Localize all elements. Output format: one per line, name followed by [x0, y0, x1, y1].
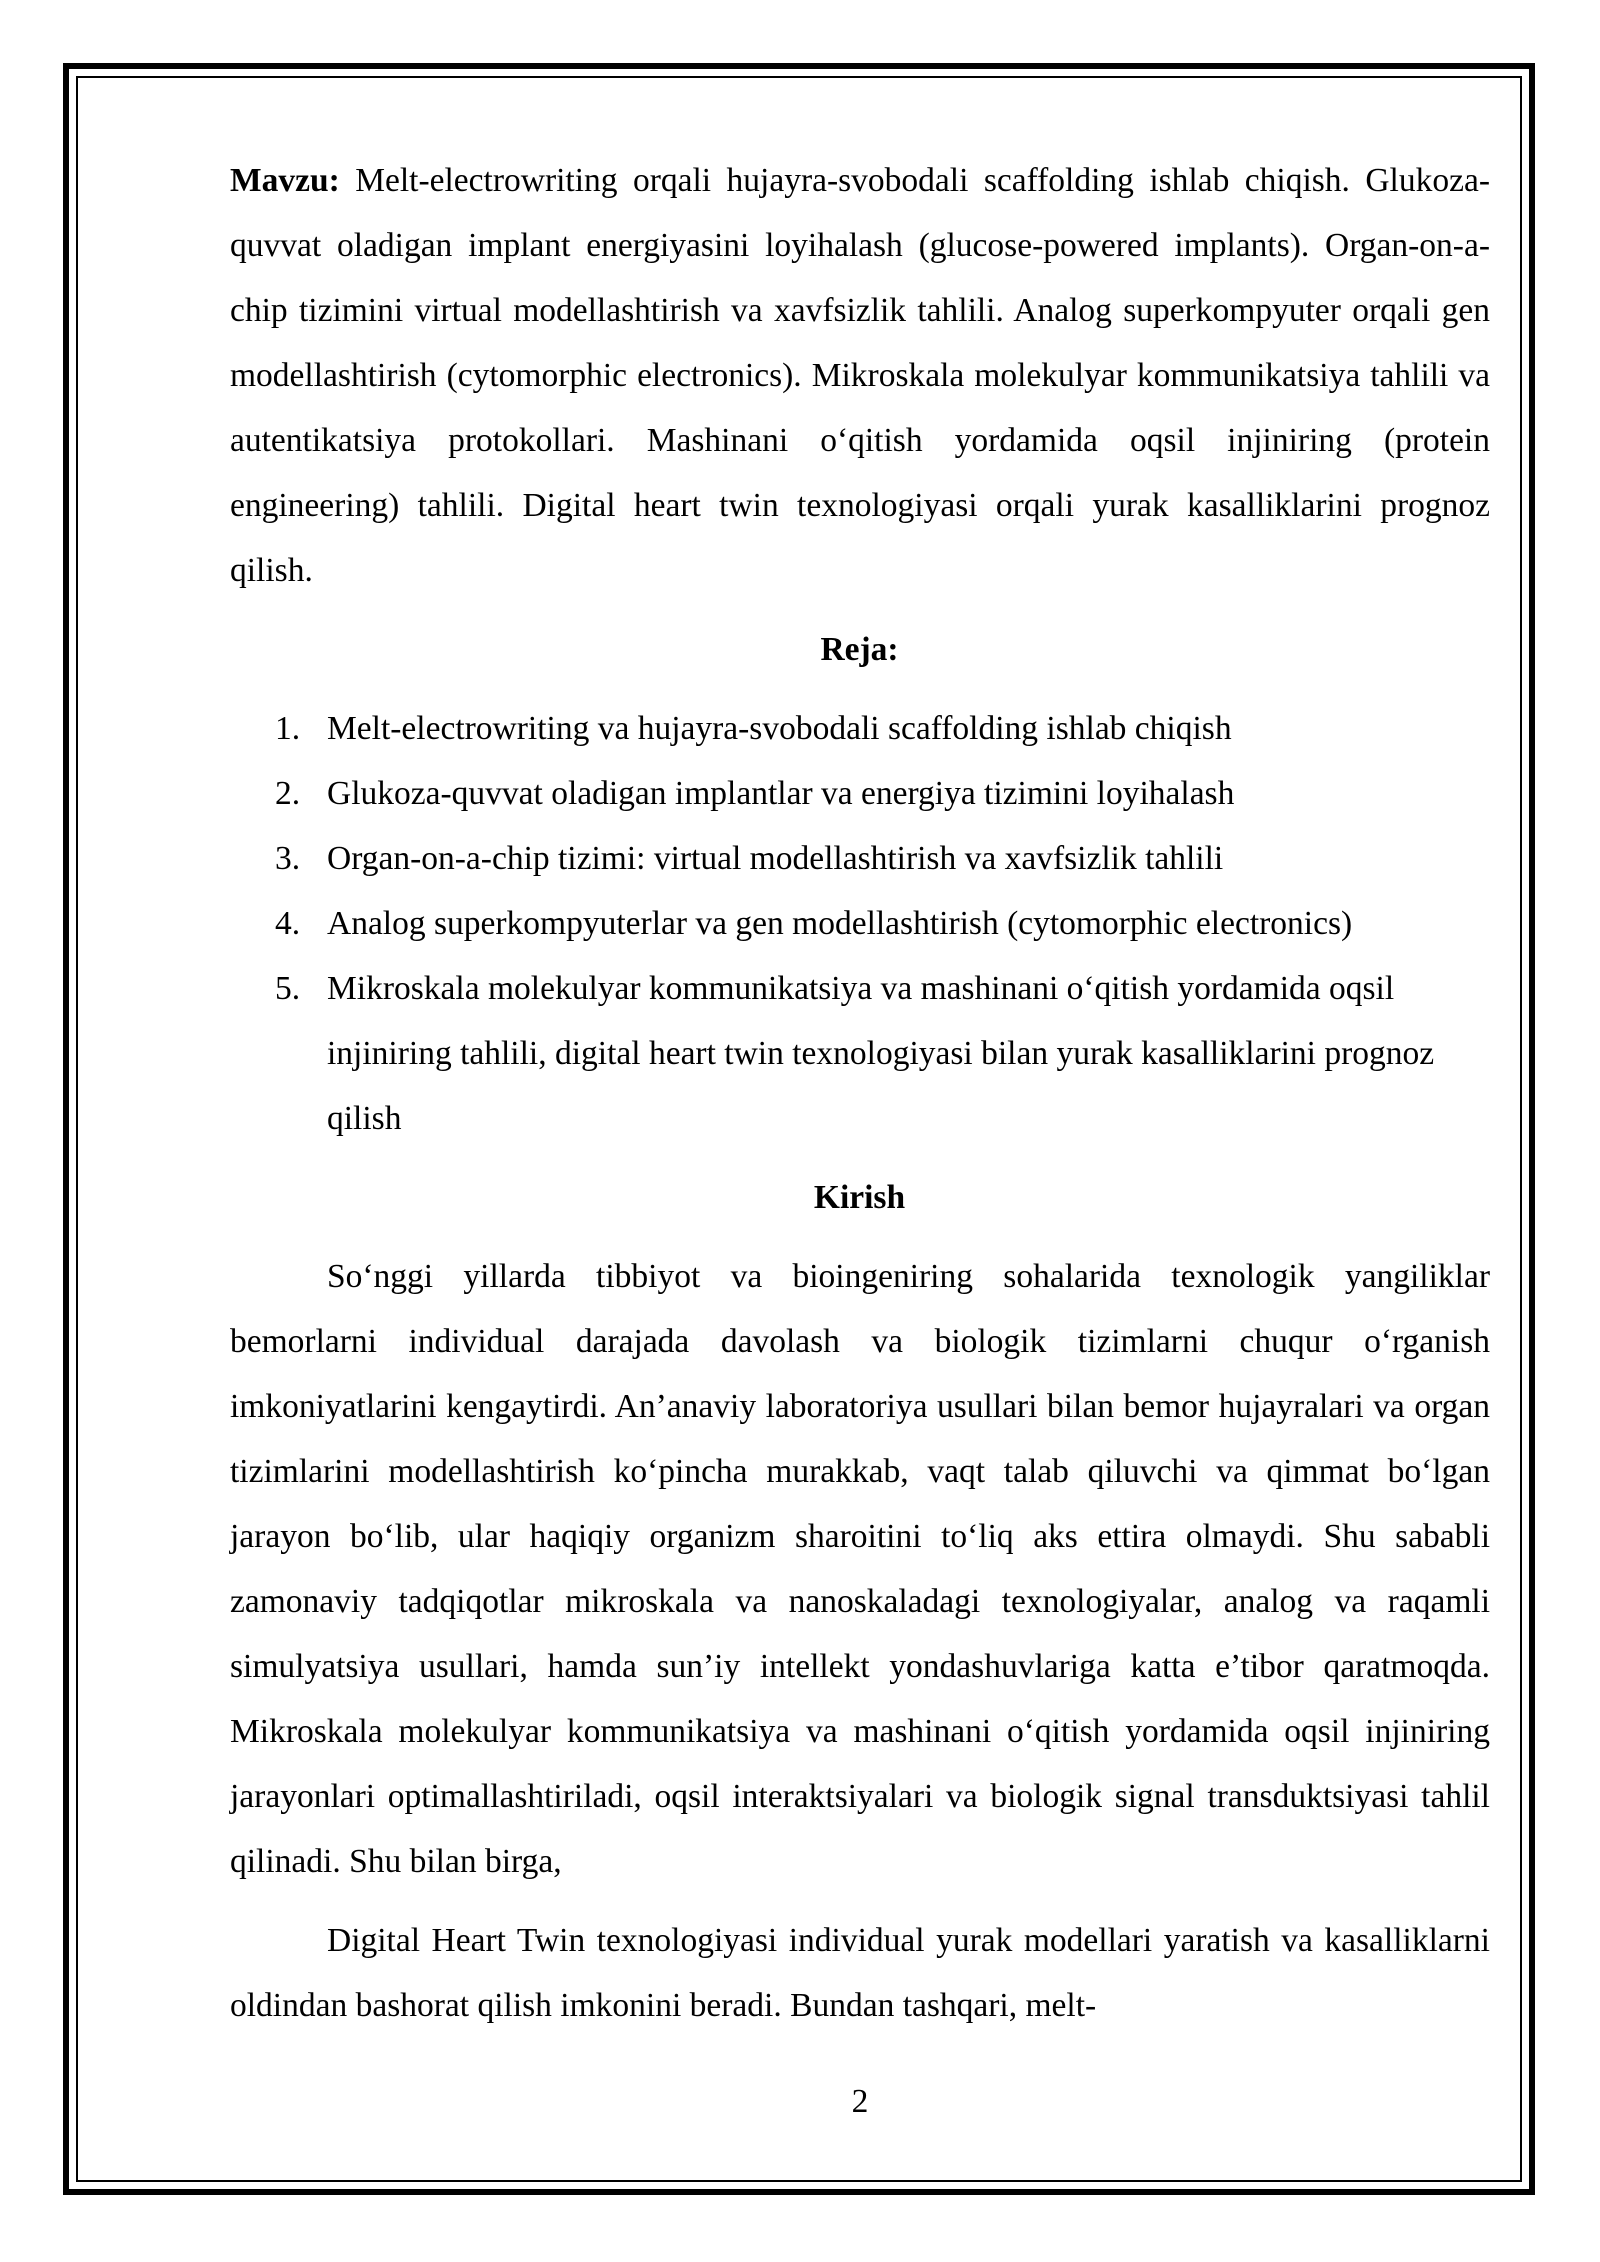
topic-paragraph [230, 148, 1490, 603]
plan-item-number: 4. [275, 905, 301, 942]
plan-heading: Reja: [820, 631, 899, 668]
plan-item-text: Glukoza-quvvat oladigan implantlar va energiya tizimini loyihalash [327, 775, 1235, 812]
plan-item [230, 891, 1490, 956]
plan-item-number: 1. [275, 710, 301, 747]
plan-item-text: Analog superkompyuterlar va gen modellashtirish (cytomorphic electronics) [327, 905, 1353, 942]
plan-item [230, 696, 1490, 761]
plan-item [230, 956, 1490, 1151]
plan-item-text: Melt-electrowriting va hujayra-svobodali scaffolding ishlab chiqish [327, 710, 1232, 747]
plan-item-number: 2. [275, 775, 301, 812]
plan-list [230, 696, 1490, 1151]
intro-heading: Kirish [813, 1179, 906, 1216]
plan-item-number: 3. [275, 840, 301, 877]
page-number: 2 [851, 2083, 869, 2120]
topic-label: Mavzu: [230, 162, 340, 199]
plan-item-number: 5. [275, 970, 301, 1007]
plan-item [230, 761, 1490, 826]
plan-item-text: Mikroskala molekulyar kommunikatsiya va mashinani o‘qitish yordamida oqsil injiniring tahlili, digital heart twin texnologiyasi bilan yurak kasalliklarini prognoz qilish [327, 970, 1435, 1137]
plan-item-text: Organ-on-a-chip tizimi: virtual modellashtirish va xavfsizlik tahlili [327, 840, 1224, 877]
intro-paragraph: Digital Heart Twin texnologiyasi individual yurak modellari yaratish va kasalliklarni oldindan bashorat qilish imkonini beradi. Bundan tashqari, melt- [230, 1922, 1490, 2024]
plan-item [230, 826, 1490, 891]
intro-paragraph: So‘nggi yillarda tibbiyot va bioingeniring sohalarida texnologik yangiliklar bemorlarni individual darajada davolash va biologik tizimlarni chuqur o‘rganish imkoniyatlarini kengaytirdi. An’anaviy laboratoriya usullari bilan bemor hujayralari va organ tizimlarini modellashtirish ko‘pincha murakkab, vaqt talab qiluvchi va qimmat bo‘lgan jarayon bo‘lib, ular haqiqiy organizm sharoitini to‘liq aks ettira olmaydi. Shu sababli zamonaviy tadqiqotlar mikroskala va nanoskaladagi texnologiyalar, analog va raqamli simulyatsiya usullari, hamda sun’iy intellekt yondashuvlariga katta e’tibor qaratmoqda. Mikroskala molekulyar kommunikatsiya va mashinani o‘qitish yordamida oqsil injiniring jarayonlari optimallashtiriladi, oqsil interaktsiyalari va biologik signal transduktsiyasi tahlil qilinadi. Shu bilan birga, [230, 1258, 1490, 1880]
topic-text: Melt-electrowriting orqali hujayra-svobodali scaffolding ishlab chiqish. Glukoza-quvvat oladigan implant energiyasini loyihalash (glucose-powered implants). Organ-on-a-chip tizimini virtual modellashtirish va xavfsizlik tahlili. Analog superkompyuter orqali gen modellashtirish (cytomorphic electronics). Mikroskala molekulyar kommunikatsiya tahlili va autentikatsiya protokollari. Mashinani o‘qitish yordamida oqsil injiniring (protein engineering) tahlili. Digital heart twin texnologiyasi orqali yurak kasalliklarini prognoz qilish. [230, 162, 1490, 589]
document-body [230, 148, 1490, 2038]
